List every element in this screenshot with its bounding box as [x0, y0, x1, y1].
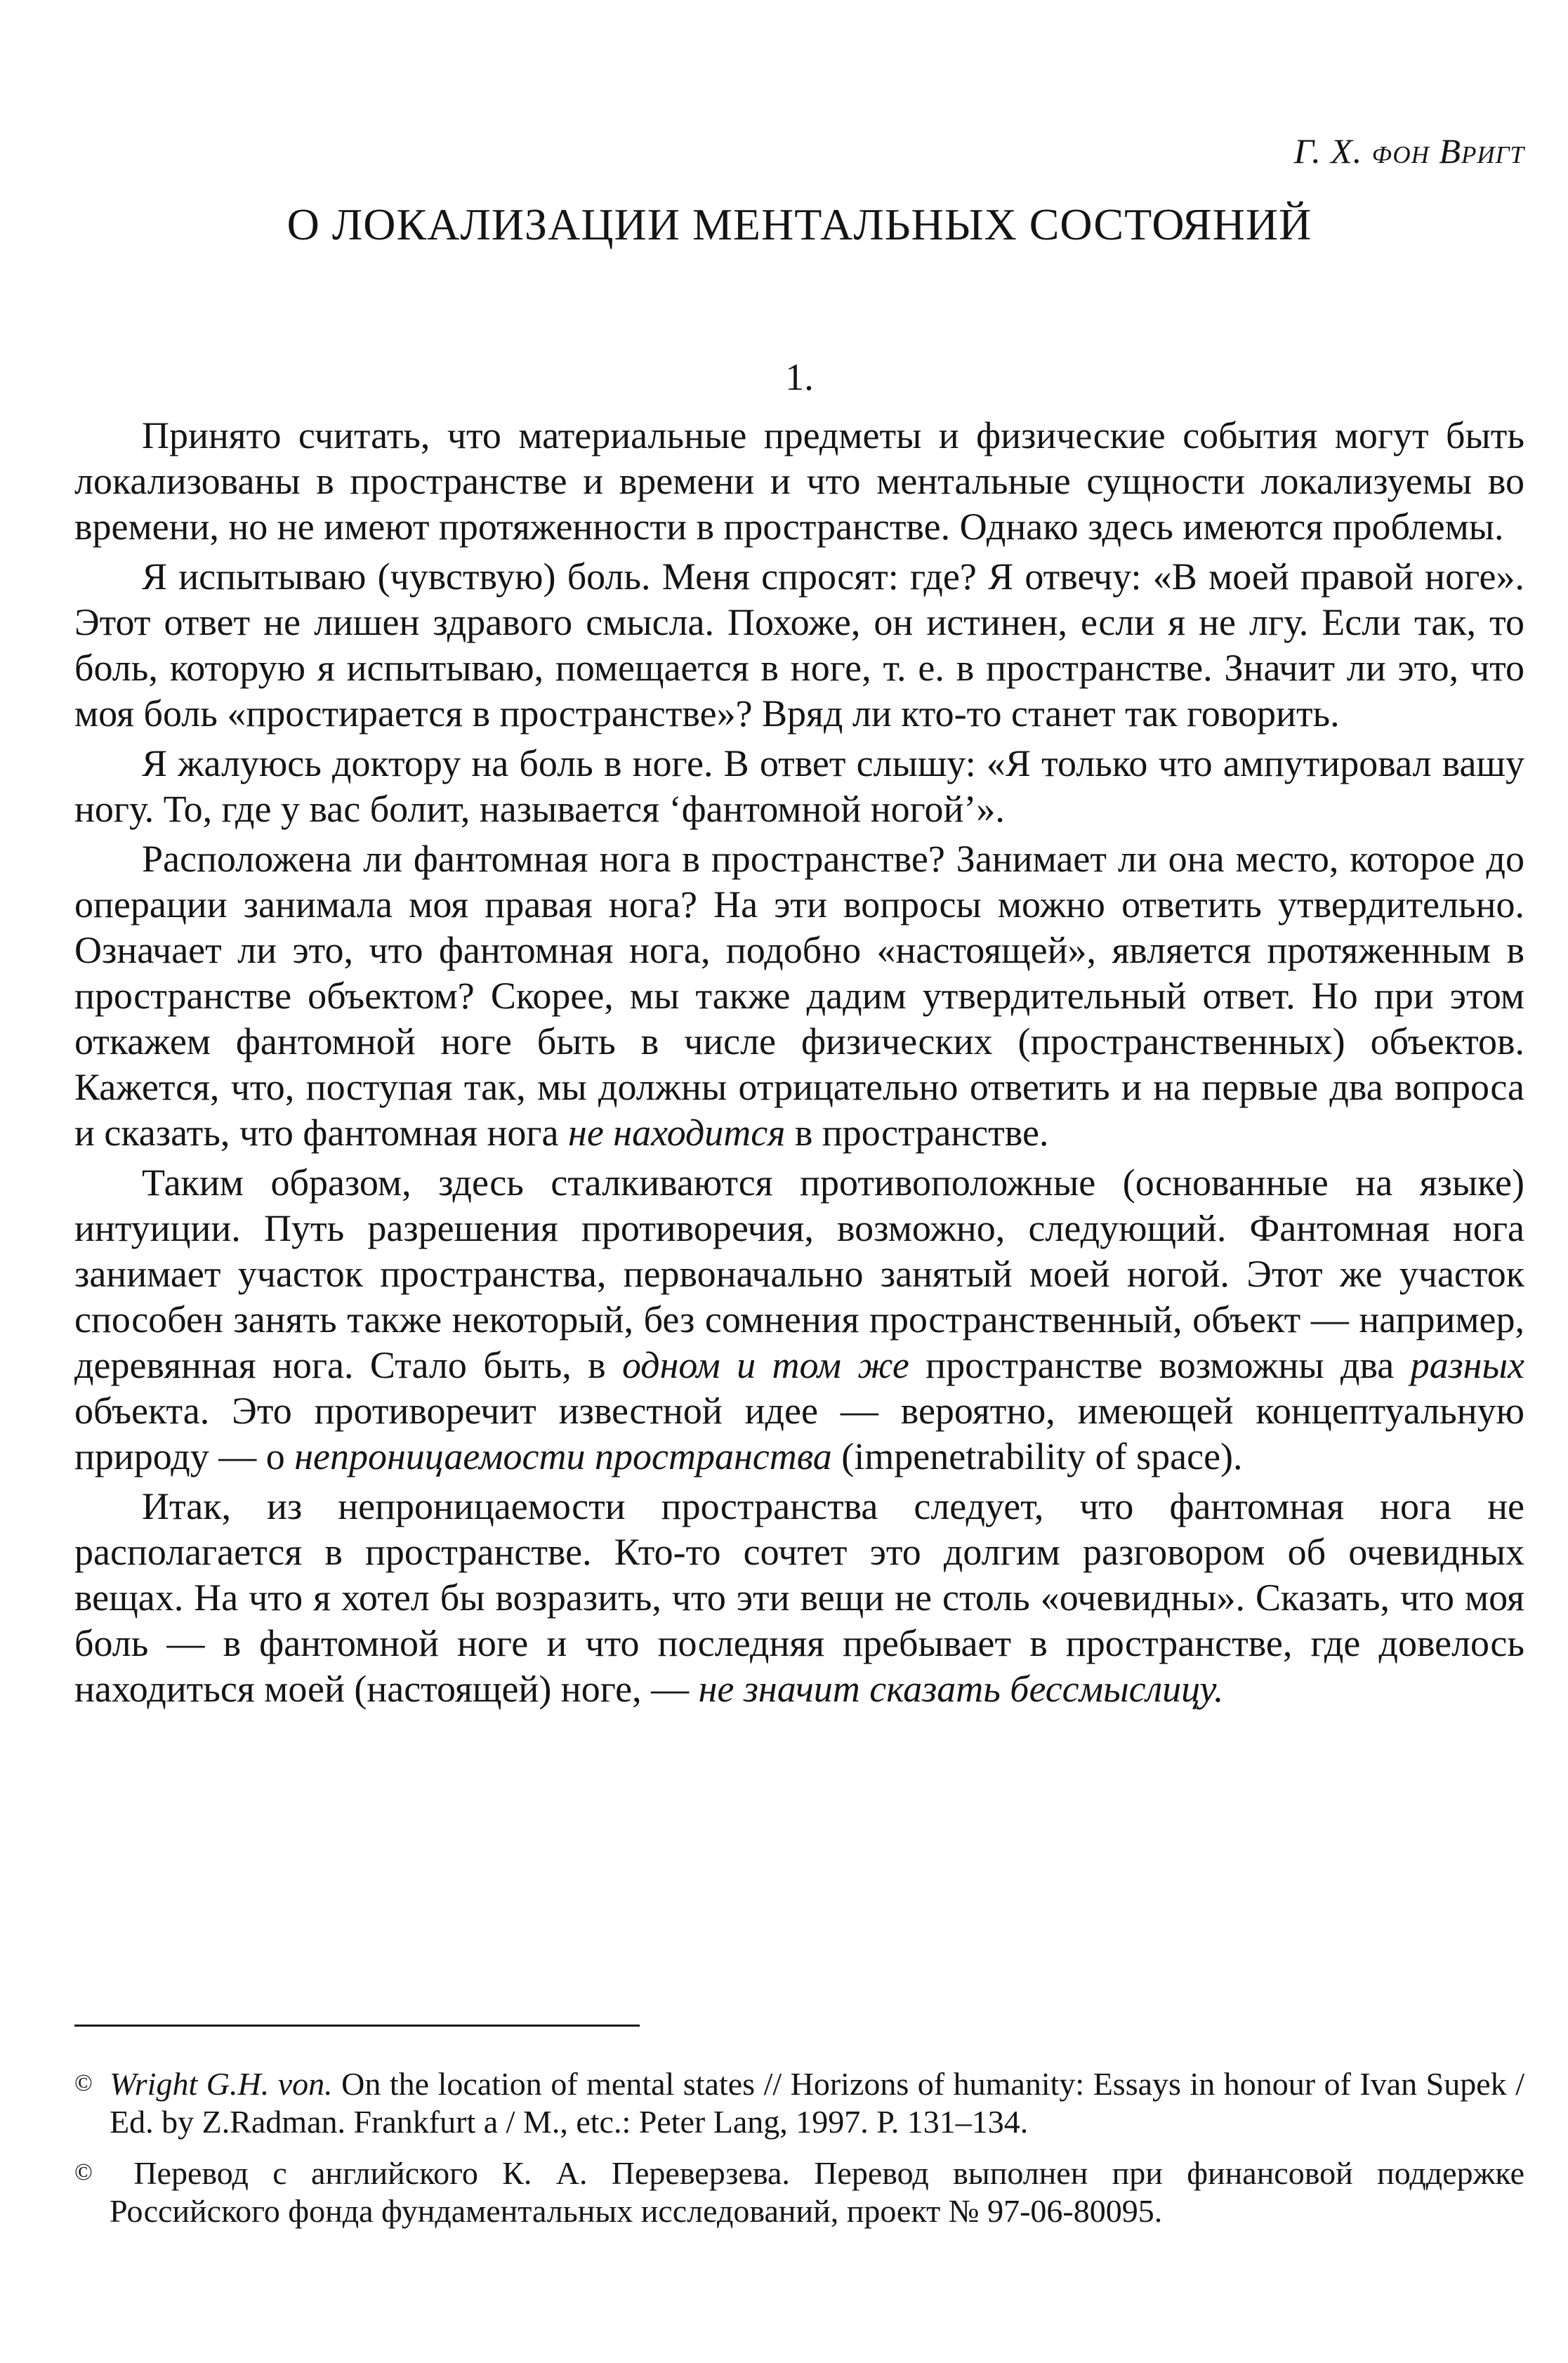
copyright-icon: ©	[74, 2070, 93, 2096]
author-initials: Г. Х.	[1293, 131, 1372, 171]
paragraph-5-emphasis-c: непроницаемости пространства	[294, 1435, 832, 1477]
copyright-icon: ©	[74, 2159, 93, 2185]
paragraph-5-emphasis-a: одном и том же	[621, 1344, 909, 1386]
paragraph-6-emphasis: не значит сказать бессмыслицу.	[698, 1668, 1224, 1710]
section-number: 1.	[785, 356, 814, 398]
footnote-translation	[74, 2154, 1524, 2230]
document-page	[74, 0, 1524, 2363]
article-title: О ЛОКАЛИЗАЦИИ МЕНТАЛЬНЫХ СОСТОЯНИЙ	[286, 199, 1312, 249]
paragraph-6	[74, 1484, 1524, 1712]
article-body	[74, 413, 1524, 1712]
paragraph-5-text-a: Таким образом, здесь сталкиваются противоположные (основанные на языке) интуиции. Путь разрешения противоречия, возможно, следующий. Фантомная нога занимает участок пространства, первоначально занятый моей ногой. Этот же участок способен занять также некоторый, без сомнения пространственный, объект — например, деревянная нога. Стало быть, в	[74, 1161, 1524, 1386]
author-line	[1294, 133, 1524, 169]
paragraph-4-text-a: Расположена ли фантомная нога в пространстве? Занимает ли она место, которое до операции занимала моя правая нога? На эти вопросы можно ответить утвердительно. Означает ли это, что фантомная нога, подобно «настоящей», является протяженным в пространстве объектом? Скорее, мы также дадим утвердительный ответ. Но при этом откажем фантомной ноге быть в числе физических (пространственных) объектов. Кажется, что, поступая так, мы должны отрицательно ответить и на первые два вопроса и сказать, что фантомная нога	[74, 838, 1524, 1154]
footnote-divider	[74, 2025, 640, 2027]
paragraph-4-emphasis: не находится	[568, 1112, 786, 1154]
author-name: фон Вригт	[1371, 131, 1524, 171]
paragraph-5-text-c: объекта. Это противоречит известной идее — вероятно, имеющей концептуальную природу — о	[74, 1390, 1524, 1477]
paragraph-5	[74, 1160, 1524, 1480]
footnote-source	[74, 2065, 1524, 2141]
footnote-translation-text: Перевод с английского К. А. Переверзева. Перевод выполнен при финансовой поддержке Российского фонда фундаментальных исследований, проект № 97-06-80095.	[110, 2155, 1524, 2229]
paragraph-3: Я жалуюсь доктору на боль в ноге. В ответ слышу: «Я только что ампутировал вашу ногу. То, где у вас болит, называется ‘фантомной ногой’».	[74, 742, 1524, 830]
paragraph-1: Принято считать, что материальные предметы и физические события могут быть локализованы в пространстве и времени и что ментальные сущности локализуемы во времени, но не имеют протяженности в пространстве. Однако здесь имеются проблемы.	[74, 414, 1524, 548]
paragraph-6-text-a: Итак, из непроницаемости пространства следует, что фантомная нога не располагается в пространстве. Кто-то сочтет это долгим разговором об очевидных вещах. На что я хотел бы возразить, что эти вещи не столь «очевидны». Сказать, что моя боль — в фантомной ноге и что последняя пребывает в пространстве, где довелось находиться моей (настоящей) ноге, —	[74, 1485, 1524, 1710]
paragraph-5-emphasis-b: разных	[1410, 1344, 1524, 1386]
paragraph-5-text-b: пространстве возможны два	[909, 1344, 1411, 1386]
footnote-source-author: Wright G.H. von.	[110, 2066, 333, 2102]
paragraph-2: Я испытываю (чувствую) боль. Меня спросят: где? Я отвечу: «В моей правой ноге». Этот ответ не лишен здравого смысла. Похоже, он истинен, если я не лгу. Если так, то боль, которую я испытываю, помещается в ноге, т. е. в пространстве. Значит ли это, что моя боль «простирается в пространстве»? Вряд ли кто-то станет так говорить.	[74, 555, 1524, 735]
paragraph-4	[74, 836, 1524, 1156]
footnote-source-text: On the location of mental states // Horizons of humanity: Essays in honour of Ivan Supek / Ed. by Z.Radman. Frankfurt a / M., etc.: Peter Lang, 1997. P. 131–134.	[110, 2066, 1524, 2140]
paragraph-4-text-b: в пространстве.	[785, 1112, 1049, 1154]
paragraph-5-text-d: (impenetrability of space).	[831, 1435, 1243, 1477]
footnotes	[74, 2065, 1524, 2230]
